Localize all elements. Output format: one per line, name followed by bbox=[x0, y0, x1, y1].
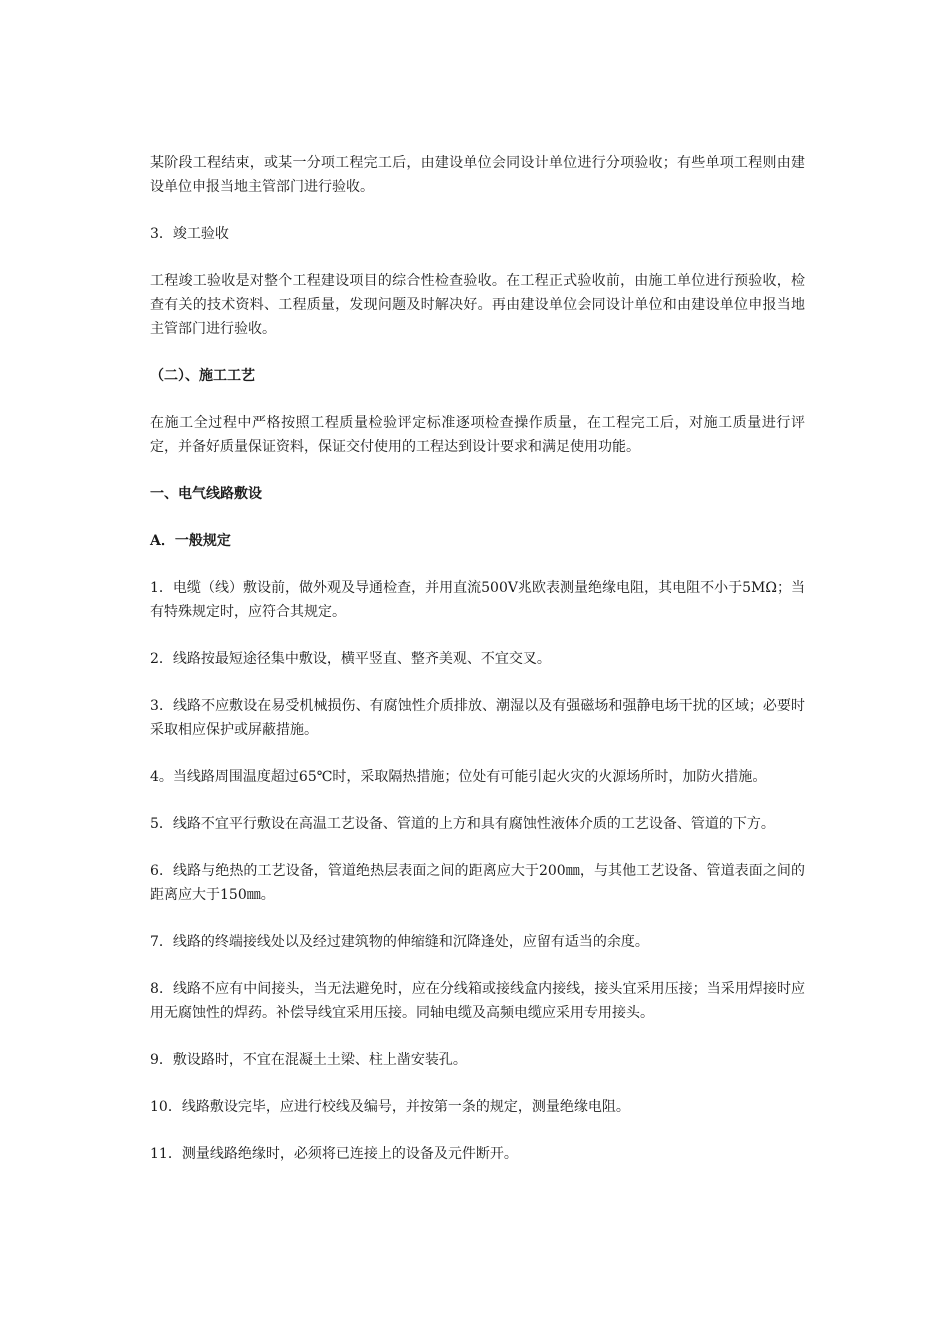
rule-item-9: 9．敷设路时，不宜在混凝土土梁、柱上凿安装孔。 bbox=[150, 1052, 467, 1068]
rule-item-3: 3．线路不应敷设在易受机械损伤、有腐蚀性介质排放、潮湿以及有强磁场和强静电场干扰的区域；必要时采取相应保护或屏蔽措施。 bbox=[150, 698, 805, 738]
heading-general-rules: A．一般规定 bbox=[150, 533, 231, 549]
heading-electrical-wiring: 一、电气线路敷设 bbox=[150, 486, 262, 502]
rule-item-6: 6．线路与绝热的工艺设备，管道绝热层表面之间的距离应大于200㎜，与其他工艺设备、管道表面之间的距离应大于150㎜。 bbox=[150, 863, 805, 903]
rule-item-8: 8．线路不应有中间接头，当无法避免时，应在分线箱或接线盒内接线，接头宜采用压接；当采用焊接时应用无腐蚀性的焊药。补偿导线宜采用压接。同轴电缆及高频电缆应采用专用接头。 bbox=[150, 981, 805, 1021]
heading-construction-process: （二）、施工工艺 bbox=[150, 368, 255, 384]
paragraph-stage-acceptance: 某阶段工程结束，或某一分项工程完工后，由建设单位会同设计单位进行分项验收；有些单项工程则由建设单位申报当地主管部门进行验收。 bbox=[150, 155, 805, 195]
rule-item-1: 1．电缆（线）敷设前，做外观及导通检查，并用直流500V兆欧表测量绝缘电阻，其电阻不小于5MΩ；当有特殊规定时，应符合其规定。 bbox=[150, 580, 805, 620]
rule-item-5: 5．线路不宜平行敷设在高温工艺设备、管道的上方和具有腐蚀性液体介质的工艺设备、管道的下方。 bbox=[150, 816, 775, 832]
paragraph-construction-process: 在施工全过程中严格按照工程质量检验评定标准逐项检查操作质量，在工程完工后，对施工质量进行评定，并备好质量保证资料，保证交付使用的工程达到设计要求和满足使用功能。 bbox=[150, 415, 805, 455]
rule-item-4: 4。当线路周围温度超过65℃时，采取隔热措施；位处有可能引起火灾的火源场所时，加防火措施。 bbox=[150, 769, 767, 785]
rule-item-10: 10．线路敷设完毕，应进行校线及编号，并按第一条的规定，测量绝缘电阻。 bbox=[150, 1099, 630, 1115]
document-body bbox=[150, 151, 805, 1189]
rule-item-7: 7．线路的终端接线处以及经过建筑物的伸缩缝和沉降逢处，应留有适当的余度。 bbox=[150, 934, 649, 950]
rule-item-11: 11．测量线路绝缘时，必须将已连接上的设备及元件断开。 bbox=[150, 1146, 518, 1162]
paragraph-completion-acceptance: 工程竣工验收是对整个工程建设项目的综合性检查验收。在工程正式验收前，由施工单位进行预验收，检查有关的技术资料、工程质量，发现问题及时解决好。再由建设单位会同设计单位和由建设单位申报当地主管部门进行验收。 bbox=[150, 273, 805, 337]
rule-item-2: 2．线路按最短途径集中敷设，横平竖直、整齐美观、不宜交叉。 bbox=[150, 651, 551, 667]
heading-completion-acceptance: 3．竣工验收 bbox=[150, 226, 229, 242]
